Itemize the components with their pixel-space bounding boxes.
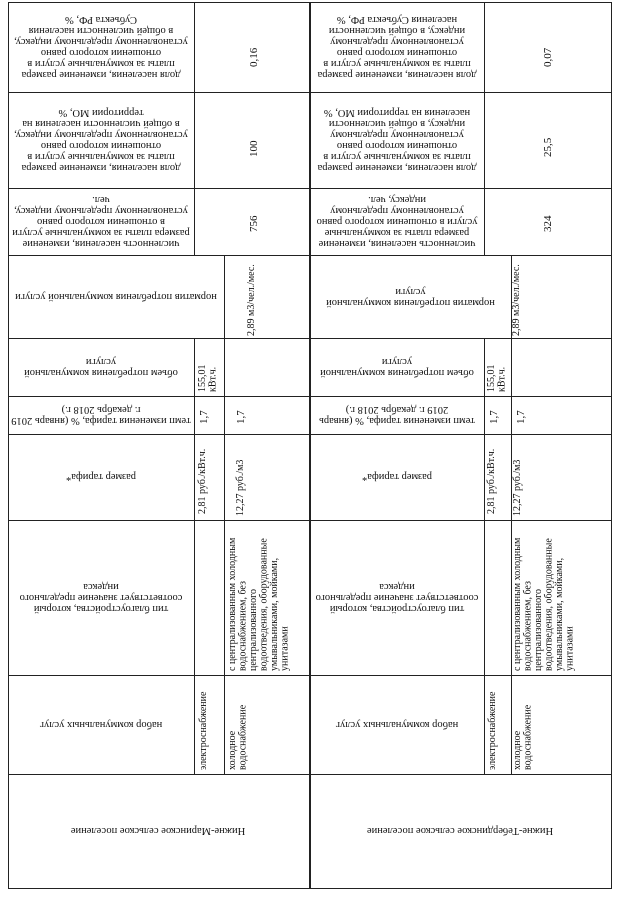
header-type: тип благоустройства, который соответствует значение предельного индекса (315, 581, 479, 614)
value-volume: 155,01 кВт.ч. (486, 364, 508, 392)
value-share-subject: 0,16 (248, 47, 260, 67)
value-population: 324 (542, 215, 554, 232)
value-share-mo: 100 (248, 140, 260, 157)
value-rate-electric: 1,7 (198, 410, 210, 424)
header-population: численность населения, изменение размера платы за коммунальные услуги в отношении которого равно установленному предельному индексу, чел. (12, 194, 190, 249)
value-tariff-electric: 2,81 руб./кВт.ч. (197, 448, 208, 514)
value-tariff-water: 12,27 руб./м3 (512, 459, 523, 516)
value-rate-water: 1,7 (515, 410, 527, 424)
settlement-name: Нижне-Тебердинское сельское поселение (366, 825, 554, 837)
header-volume: объем потребления коммунальной услуги (320, 356, 474, 378)
header-norm: норматив потребления коммунальной услуги (326, 286, 495, 308)
value-tariff-electric: 2,81 руб./кВт.ч. (486, 448, 497, 514)
header-set: набор коммунальных услуг (39, 719, 163, 730)
header-share-mo: доля населения, изменение размера платы за коммунальные услуги в отношении которого равно установленному предельному индексу, в общей численности населения на территории МО, % (14, 107, 188, 173)
settlement-name: Нижне-Маринское сельское поселение (70, 825, 246, 837)
value-share-subject: 0,07 (542, 47, 554, 67)
value-service-water: холодное водоснабжение (227, 704, 249, 770)
utility-table-1 (8, 2, 310, 889)
header-type: тип благоустройства, который соответствует значение предельного индекса (19, 581, 183, 614)
header-population: численность населения, изменение размера платы за коммунальные услуги в отношении которого равно установленному предельному индексу, чел. (316, 194, 478, 249)
header-norm: норматив потребления коммунальной услуги (15, 291, 217, 303)
header-rate: темп изменения тарифа, % (январь 2019 г. декабрь 2018 г.) (319, 404, 475, 426)
value-service-water: холодное водоснабжение (512, 704, 534, 770)
value-rate-water: 1,7 (235, 410, 247, 424)
value-volume: 155,01 кВт.ч. (197, 364, 219, 392)
value-tariff-water: 12,27 руб./м3 (235, 459, 246, 516)
value-norm: 2,89 м3/чел./мес. (511, 264, 522, 336)
value-population: 756 (248, 215, 260, 232)
header-tariff: размер тарифа* (361, 471, 433, 483)
value-service-electric: электроснабжение (487, 691, 498, 770)
value-rate-electric: 1,7 (488, 410, 500, 424)
header-set: набор коммунальных услуг (335, 719, 459, 730)
header-tariff: размер тарифа* (65, 471, 137, 483)
header-share-subject: доля населения, изменение размера платы за коммунальные услуги в отношении которого равно установленному предельному индексу, в общей численности населения Субъекта РФ, % (14, 14, 188, 80)
header-rate: темп изменения тарифа, % (январь 2019 г. декабрь 2018 г.) (11, 404, 191, 426)
header-share-subject: доля населения, изменение размера платы за коммунальные услуги в отношении которого равно установленному предельному индексу, в общей численности населения Субъекта РФ, % (317, 14, 477, 80)
header-volume: объем потребления коммунальной услуги (24, 356, 178, 378)
value-norm: 2,89 м3/чел./мес. (246, 264, 257, 336)
value-type-water: с централизованным холодным водоснабжением, без централизованного водоотведения, оборудованные умывальниками, мойками, унитазами (512, 537, 576, 671)
value-service-electric: электроснабжение (198, 691, 209, 770)
utility-table-2 (310, 2, 612, 889)
value-type-water: с централизованным холодным водоснабжением, без централизованного водоотведения, оборудованные умывальниками, мойками, унитазами (227, 537, 291, 671)
header-share-mo: доля населения, изменение размера платы за коммунальные услуги в отношении которого равно установленному предельному индексу, в общей численности населения на территории МО, % (317, 107, 477, 173)
value-share-mo: 25,5 (542, 137, 554, 157)
